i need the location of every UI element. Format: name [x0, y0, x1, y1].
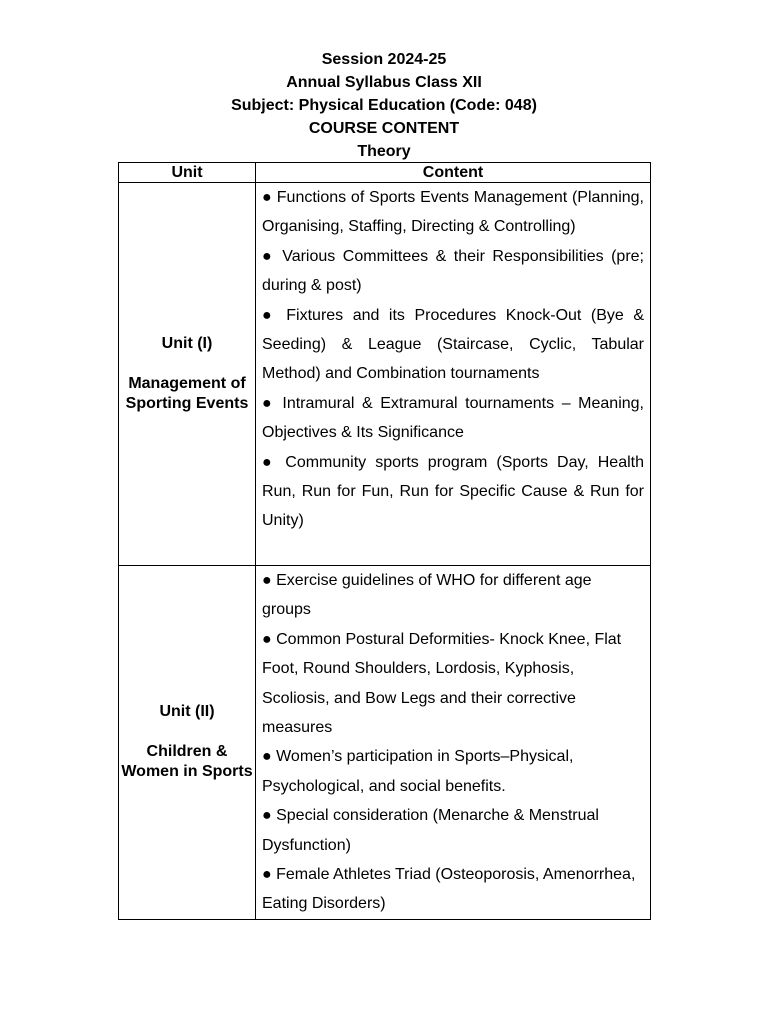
content-cell — [256, 566, 651, 920]
unit-cell — [119, 183, 256, 566]
list-item: ● Common Postural Deformities- Knock Knee, Flat Foot, Round Shoulders, Lordosis, Kyphosis, Scoliosis, and Bow Legs and their corrective measures — [262, 630, 622, 737]
column-header-content: Content — [256, 163, 651, 183]
list-item: ● Fixtures and its Procedures Knock-Out (Bye & Seeding) & League (Staircase, Cyclic, Tabular Method) and Combination tournaments — [262, 306, 644, 383]
syllabus-title: Annual Syllabus Class XII — [286, 74, 482, 91]
subject-title: Subject: Physical Education (Code: 048) — [231, 97, 537, 114]
unit-name: Management of Sporting Events — [125, 375, 249, 412]
unit-name: Children & Women in Sports — [121, 743, 253, 781]
column-header-unit: Unit — [119, 163, 256, 183]
list-item: ● Women’s participation in Sports–Physical, Psychological, and social benefits. — [262, 748, 574, 795]
theory-title: Theory — [357, 143, 411, 160]
table-header-row — [119, 163, 651, 183]
list-item: ● Functions of Sports Events Management (Planning, Organising, Staffing, Directing & Controlling) — [262, 189, 644, 236]
syllabus-table — [118, 162, 651, 920]
list-item: ● Intramural & Extramural tournaments – Meaning, Objectives & Its Significance — [262, 394, 644, 442]
list-item: ● Female Athletes Triad (Osteoporosis, Amenorrhea, Eating Disorders) — [262, 866, 636, 913]
table-row — [119, 566, 651, 920]
list-item: ● Exercise guidelines of WHO for different age groups — [262, 572, 592, 619]
content-cell — [256, 183, 651, 566]
unit-number: Unit (I) — [161, 335, 213, 352]
table-row — [119, 183, 651, 566]
unit-cell — [119, 566, 256, 920]
unit-number: Unit (II) — [159, 703, 215, 721]
list-item: ● Community sports program (Sports Day, Health Run, Run for Fun, Run for Specific Cause & Run for Unity) — [262, 453, 644, 530]
list-item: ● Various Committees & their Responsibilities (pre; during & post) — [262, 247, 644, 295]
course-content-title: COURSE CONTENT — [308, 120, 460, 137]
session-title: Session 2024-25 — [321, 51, 447, 68]
list-item: ● Special consideration (Menarche & Menstrual Dysfunction) — [262, 807, 599, 854]
document-header — [0, 48, 768, 163]
